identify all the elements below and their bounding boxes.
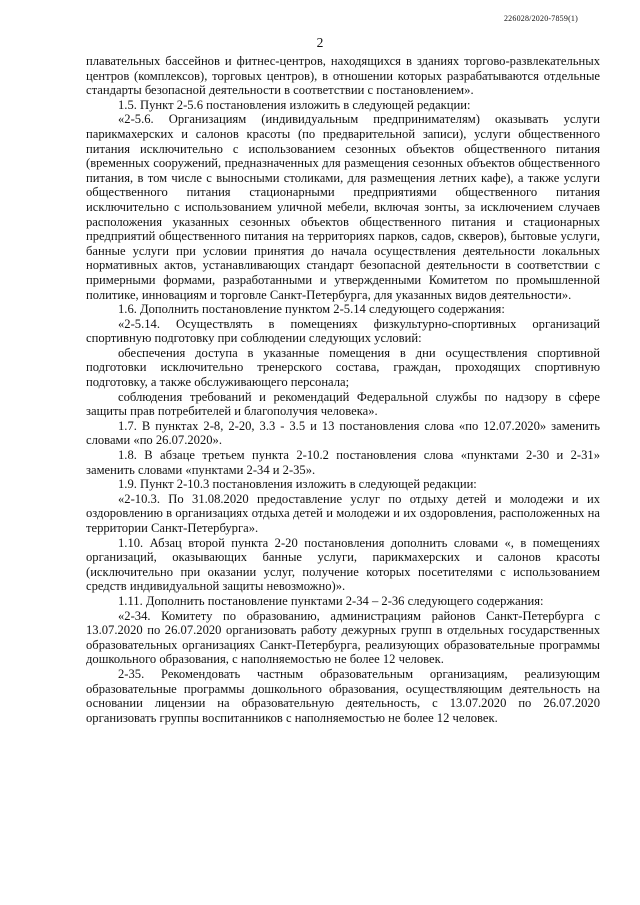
paragraph: 1.9. Пункт 2-10.3 постановления изложить в следующей редакции: xyxy=(118,477,477,492)
paragraph: 1.6. Дополнить постановление пунктом 2-5.14 следующего содержания: xyxy=(118,302,505,317)
paragraph: «2-5.6. Организациям (индивидуальным предпринимателям) оказывать услуги парикмахерских и салонов красоты (по предварительной записи), услуги общественного питания исключительно с использованием сезонных объектов общественного питания (временных сооружений, предназначенных для размещения сезонных объектов общественного питания, в том числе с выносными столиками, для размещения летних кафе), а также услуги общественного питания стационарными предприятиями общественного питания исключительно с использованием уличной мебели, включая зонты, за исключением случаев расположения указанных сезонных объектов общественного питания и стационарных предприятий общественного питания на территориях парков, садов, скверов), бытовые услуги, банные услуги при условии принятия до начала осуществления деятельности локальных нормативных актов, устанавливающих стандарт безопасной деятельности в соответствии с примерными формами, разработанными и утвержденными Комитетом по промышленной политике, инновациям и торговле Санкт-Петербурга, для указанных видов деятельности». xyxy=(86,112,600,302)
page-number: 2 xyxy=(316,35,324,50)
paragraph: 1.10. Абзац второй пункта 2-20 постановления дополнить словами «, в помещениях организаций, оказывающих банные услуги, парикмахерских и салонов красоты (исключительно при оказании услуг, получение которых посетителями с использованием средств индивидуальной защиты невозможно)». xyxy=(86,535,600,594)
paragraph: 1.11. Дополнить постановление пунктами 2-34 – 2-36 следующего содержания: xyxy=(118,593,544,608)
paragraph: «2-34. Комитету по образованию, администрациям районов Санкт-Петербурга с 13.07.2020 по 26.07.2020 организовать работу дежурных групп в отдельных государственных образовательных организациях Санкт-Петербурга, реализующих образовательные программы дошкольного образования, с наполняемостью не более 12 человек. xyxy=(86,608,600,667)
paragraph: 1.8. В абзаце третьем пункта 2-10.2 постановления слова «пунктами 2-30 и 2-31» заменить словами «пунктами 2-34 и 2-35». xyxy=(86,448,600,477)
paragraph: соблюдения требований и рекомендаций Федеральной службы по надзору в сфере защиты прав потребителей и благополучия человека». xyxy=(86,389,600,419)
document-body xyxy=(86,54,600,725)
paragraph: «2-5.14. Осуществлять в помещениях физкультурно-спортивных организаций спортивную подготовку при соблюдении следующих условий: xyxy=(86,316,600,346)
paragraph: плавательных бассейнов и фитнес-центров, находящихся в зданиях торгово-развлекательных центров (комплексов), торговых центров), в отношении которых разрабатываются отдельные стандарты безопасной деятельности в соответствии с постановлением». xyxy=(86,54,600,98)
paragraph: 2-35. Рекомендовать частным образовательным организациям, реализующим образовательные программы дошкольного образования, осуществляющим деятельность на основании лицензии на образовательную деятельность, с 13.07.2020 по 26.07.2020 организовать группы воспитанников с наполняемостью не более 12 человек. xyxy=(86,666,600,725)
paragraph: 1.7. В пунктах 2-8, 2-20, 3.3 - 3.5 и 13 постановления слова «по 12.07.2020» заменить словами «по 26.07.2020». xyxy=(86,418,600,448)
paragraph: «2-10.3. По 31.08.2020 предоставление услуг по отдыху детей и молодежи и их оздоровлению в организациях отдыха детей и молодежи и их оздоровления, расположенных на территории Санкт-Петербурга». xyxy=(86,491,600,535)
document-id: 226028/2020-7859(1) xyxy=(503,14,578,23)
paragraph: 1.5. Пункт 2-5.6 постановления изложить в следующей редакции: xyxy=(118,97,471,112)
paragraph: обеспечения доступа в указанные помещения в дни осуществления спортивной подготовки исключительно тренерского состава, граждан, проходящих спортивную подготовку, а также обслуживающего персонала; xyxy=(86,345,600,390)
